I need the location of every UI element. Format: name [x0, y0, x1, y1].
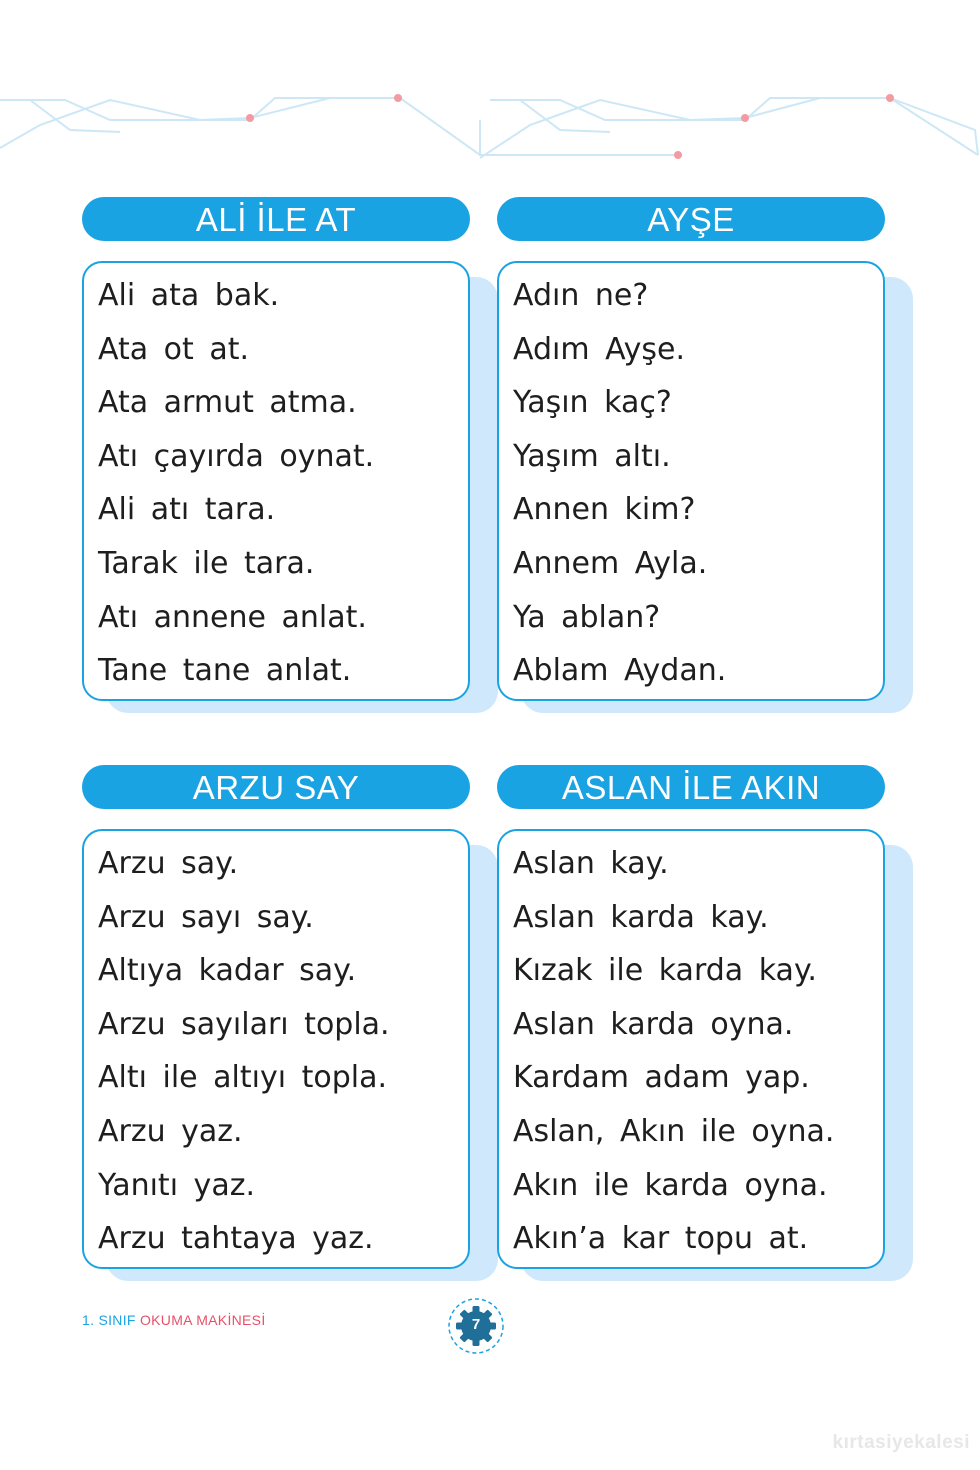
card-title: ALİ İLE AT: [82, 197, 470, 241]
sentence-line: Yanıtı yaz.: [98, 1167, 255, 1203]
sentence-line: Kızak ile karda kay.: [513, 953, 817, 989]
sentence-line: Kardam adam yap.: [513, 1060, 810, 1096]
sentence-line: Altıya kadar say.: [98, 953, 357, 989]
circuit-decoration: [0, 70, 980, 180]
sentence-line: Arzu yaz.: [98, 1113, 243, 1149]
sentence-line: Tarak ile tara.: [98, 545, 315, 581]
sentence-line: Arzu say.: [98, 846, 239, 881]
page-number: 7: [471, 1316, 481, 1333]
sentence-line: Yaşın kaç?: [513, 385, 672, 421]
sentence-line: Aslan karda oyna.: [513, 1006, 794, 1042]
sentence-list: [84, 263, 468, 698]
card-title: ASLAN İLE AKIN: [497, 765, 885, 809]
sentence-line: Atı çayırda oynat.: [98, 438, 375, 474]
sentence-line: Akın ile karda oyna.: [513, 1167, 828, 1203]
sentence-list: [499, 263, 883, 698]
sentence-line: Ya ablan?: [513, 599, 661, 635]
card-text-box: [497, 261, 885, 701]
sentence-list: [499, 831, 883, 1266]
card-text-box: [82, 829, 470, 1269]
sentence-line: Altı ile altıyı topla.: [98, 1060, 388, 1096]
sentence-line: Arzu sayı say.: [98, 899, 314, 935]
sentence-list: [84, 831, 468, 1266]
sentence-line: Adım Ayşe.: [513, 331, 685, 367]
card-text-box: [497, 829, 885, 1269]
sentence-line: Tane tane anlat.: [98, 653, 352, 689]
footer-book-title: [82, 1312, 266, 1328]
sentence-line: Akın’a kar topu at.: [513, 1221, 809, 1257]
sentence-line: Yaşım altı.: [513, 438, 671, 474]
sentence-line: Annen kim?: [513, 492, 696, 528]
sentence-line: Adın ne?: [513, 278, 649, 313]
sentence-line: Annem Ayla.: [513, 545, 708, 581]
sentence-line: Aslan, Akın ile oyna.: [513, 1113, 835, 1149]
sentence-line: Ali ata bak.: [98, 278, 280, 313]
sentence-line: Aslan kay.: [513, 846, 669, 881]
sentence-line: Ablam Aydan.: [513, 653, 727, 689]
sentence-line: Aslan karda kay.: [513, 899, 769, 935]
footer-book-name: OKUMA MAKİNESİ: [139, 1312, 266, 1328]
sentence-line: Atı annene anlat.: [98, 599, 367, 635]
card-title: AYŞE: [497, 197, 885, 241]
card-text-box: [82, 261, 470, 701]
footer-series: 1. SINIF: [82, 1312, 136, 1328]
sentence-line: Arzu sayıları topla.: [98, 1006, 390, 1042]
sentence-line: Ata armut atma.: [98, 385, 357, 421]
sentence-line: Ali atı tara.: [98, 492, 276, 528]
card-title: ARZU SAY: [82, 765, 470, 809]
watermark-text: kırtasiyekalesi: [832, 1432, 970, 1453]
page-number-badge: [446, 1296, 506, 1356]
sentence-line: Arzu tahtaya yaz.: [98, 1221, 374, 1257]
sentence-line: Ata ot at.: [98, 331, 250, 367]
